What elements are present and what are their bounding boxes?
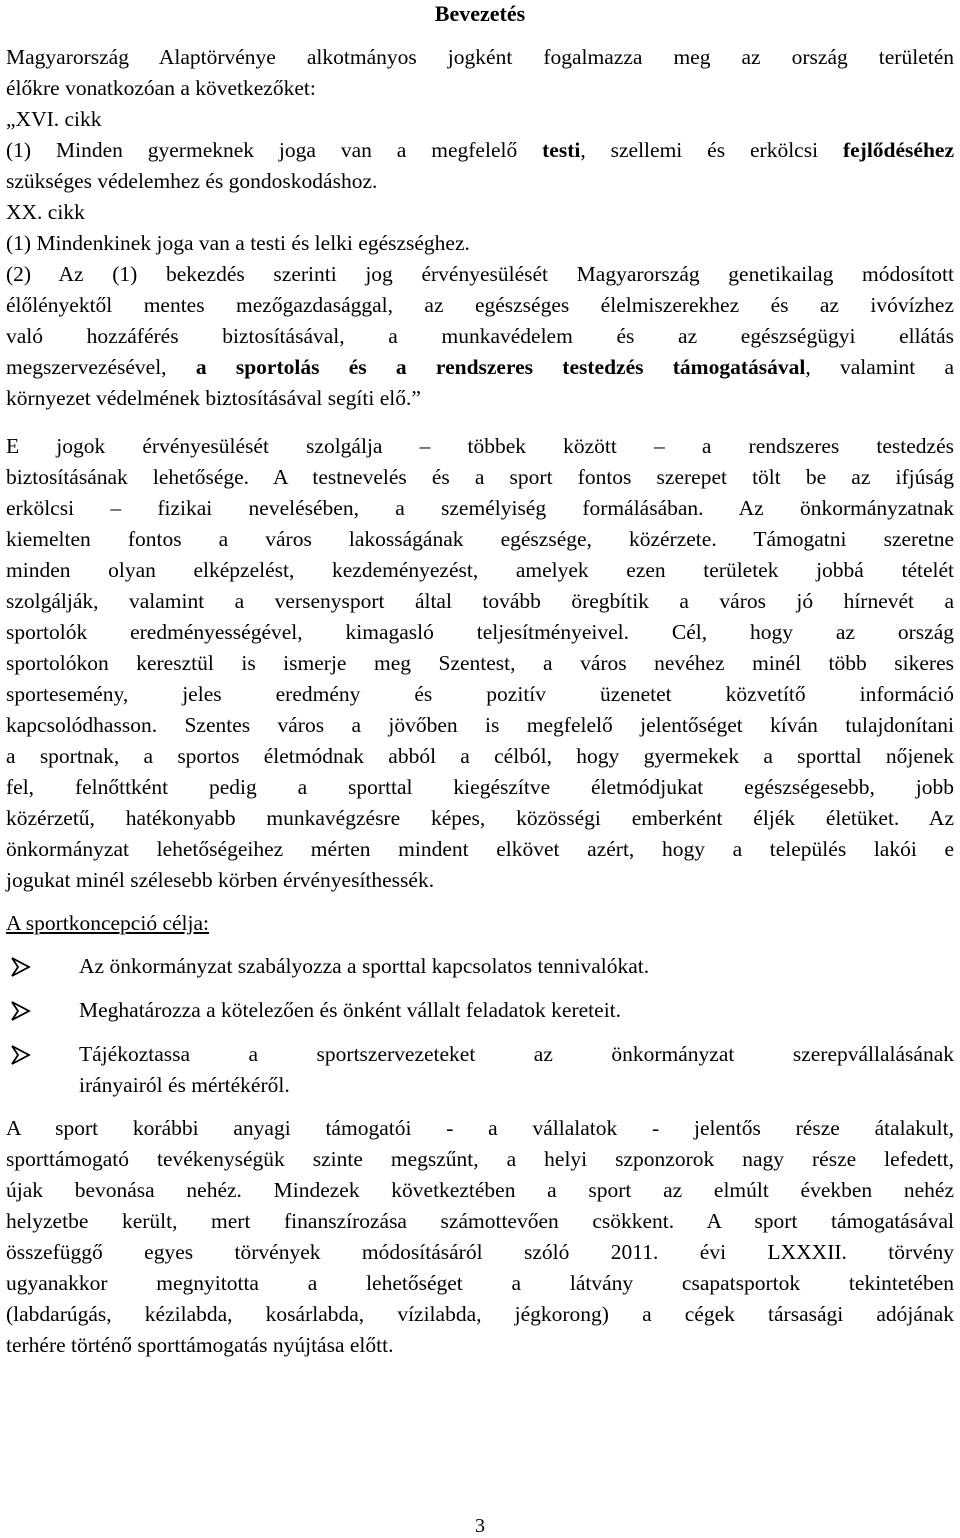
page-title: Bevezetés: [434, 1, 526, 26]
document-body: [6, 42, 954, 1361]
paragraph-line: ugyanakkor megnyitotta a lehetőséget a látvány csapatsportok tekintetében: [6, 1271, 954, 1295]
paragraph-line: összefüggő egyes törvények módosításáról szóló 2011. évi LXXXII. törvény: [6, 1240, 954, 1264]
text-run: , valamint a: [805, 355, 955, 379]
paragraph-line: helyzetbe került, mert finanszírozása számottevően csökkent. A sport támogatásával: [6, 1209, 954, 1233]
page-number: 3: [475, 1515, 485, 1537]
paragraph-line: szolgálják, valamint a versenysport által tovább öregbítik a város jó hírnevét a: [6, 589, 954, 613]
goal-item: [6, 951, 954, 982]
paragraph-line: E jogok érvényesülését szolgálja – többek között – a rendszeres testedzés: [6, 434, 954, 458]
paragraph-line: (labdarúgás, kézilabda, kosárlabda, vízilabda, jégkorong) a cégek társasági adójának: [6, 1302, 954, 1326]
goal-text: irányairól és mértékéről.: [79, 1073, 290, 1097]
intro-line: élőkre vonatkozóan a következőket:: [6, 76, 316, 100]
article-title: „XVI. cikk: [6, 107, 102, 131]
paragraph-line: erkölcsi – fizikai nevelésében, a személyiség formálásában. Az önkormányzatnak: [6, 496, 954, 520]
bold-text: a sportolás és a rendszeres testedzés támogatásával: [195, 355, 806, 379]
section-heading: A sportkoncepció célja:: [6, 911, 209, 935]
intro-line: Magyarország Alaptörvénye alkotmányos jogként fogalmazza meg az ország területén: [6, 45, 954, 69]
paragraph-line: biztosításának lehetősége. A testnevelés és a sport fontos szerepet tölt be az ifjúság: [6, 465, 954, 489]
paragraph-line: fel, felnőttként pedig a sporttal kiegészítve életmódjukat egészségesebb, jobb: [6, 775, 954, 799]
paragraph-line: sportesemény, jeles eredmény és pozitív üzenetet közvetítő információ: [6, 682, 954, 706]
paragraph-line: sportolók eredményességével, kimagasló teljesítményeivel. Cél, hogy az ország: [6, 620, 954, 644]
intro-line: [6, 135, 954, 166]
goal-text: Az önkormányzat szabályozza a sporttal kapcsolatos tennivalókat.: [79, 954, 650, 978]
paragraph-line: a sportnak, a sportos életmódnak abból a célból, hogy gyermekek a sporttal nőjenek: [6, 744, 954, 768]
intro-line: környezet védelmének biztosításával segíti elő.”: [6, 386, 421, 410]
goal-list: [6, 951, 954, 1101]
paragraph-line: terhére történő sporttámogatás nyújtása előtt.: [6, 1333, 394, 1357]
arrowhead-bullet-icon: [10, 1045, 32, 1065]
goal-item: [6, 1039, 954, 1101]
paragraph-line: kiemelten fontos a város lakosságának egészsége, közérzete. Támogatni szeretne: [6, 527, 954, 551]
text-run: , szellemi és erkölcsi: [580, 138, 843, 162]
text-run: megszervezésével,: [6, 355, 196, 379]
arrowhead-bullet-icon: [10, 957, 32, 977]
paragraph-line: kapcsolódhasson. Szentes város a jövőben is megfelelő jelentőséget kíván tulajdonítani: [6, 713, 954, 737]
paragraph: [6, 1113, 954, 1361]
intro-line: (2) Az (1) bekezdés szerinti jog érvényesülését Magyarország genetikailag módosított: [6, 262, 954, 286]
intro-line: [6, 352, 954, 383]
intro-line: szükséges védelemhez és gondoskodáshoz.: [6, 169, 378, 193]
paragraph-line: A sport korábbi anyagi támogatói - a vállalatok - jelentős része átalakult,: [6, 1116, 954, 1140]
paragraph-line: minden olyan elképzelést, kezdeményezést, amelyek ezen területek jobbá tételét: [6, 558, 954, 582]
paragraph-line: sporttámogató tevékenységük szinte megszűnt, a helyi szponzorok nagy része lefedett,: [6, 1147, 954, 1171]
spacer: [6, 896, 954, 908]
paragraph-line: újak bevonása nehéz. Mindezek következtében a sport az elmúlt években nehéz: [6, 1178, 954, 1202]
bold-text: testi: [542, 138, 581, 162]
goal-text: Tájékoztassa a sportszervezeteket az önkormányzat szerepvállalásának: [79, 1042, 954, 1066]
spacer: [6, 1101, 954, 1113]
goal-item: [6, 995, 954, 1026]
paragraph-line: sportolókon keresztül is ismerje meg Szentest, a város nevéhez minél több sikeres: [6, 651, 954, 675]
bold-text: fejlődéséhez: [842, 138, 955, 162]
intro-line: élőlényektől mentes mezőgazdasággal, az egészséges élelmiszerekhez és az ivóvízhez: [6, 293, 954, 317]
intro-line: való hozzáférés biztosításával, a munkavédelem és az egészségügyi ellátás: [6, 324, 954, 348]
spacer: [6, 414, 954, 431]
paragraph-line: önkormányzat lehetőségeihez mérten mindent elkövet azért, hogy a település lakói e: [6, 837, 954, 861]
intro-line: (1) Mindenkinek joga van a testi és lelki egészséghez.: [6, 231, 470, 255]
text-run: (1) Minden gyermeknek joga van a megfelelő: [6, 138, 543, 162]
spacer: [6, 939, 954, 951]
article-title: XX. cikk: [6, 200, 85, 224]
paragraph-line: jogukat minél szélesebb körben érvényesíthessék.: [6, 868, 435, 892]
goal-text: Meghatározza a kötelezően és önként vállalt feladatok kereteit.: [79, 998, 622, 1022]
arrowhead-bullet-icon: [10, 1001, 32, 1021]
paragraph: [6, 431, 954, 896]
paragraph-line: közérzetű, hatékonyabb munkavégzésre képes, közösségi emberként éljék életüket. Az: [6, 806, 954, 830]
